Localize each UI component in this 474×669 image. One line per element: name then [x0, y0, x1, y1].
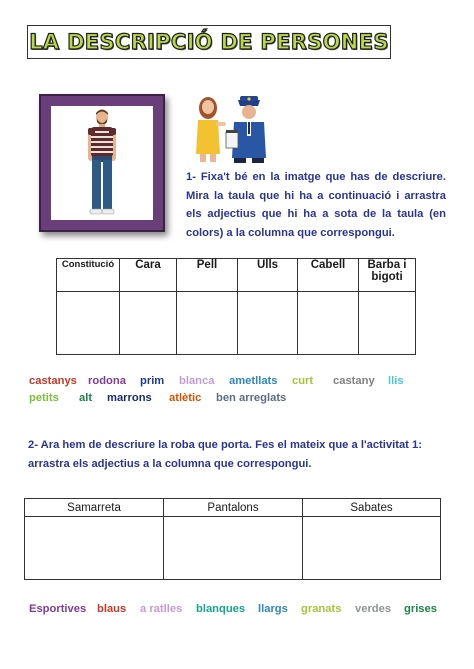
drop-zone-pantalons[interactable]	[164, 517, 303, 580]
word-esportives[interactable]: Esportives	[29, 603, 87, 615]
word-granats[interactable]: granats	[301, 603, 342, 615]
word-blaus[interactable]: blaus	[97, 603, 127, 615]
drop-zone-cara[interactable]	[120, 292, 177, 355]
word-marrons[interactable]: marrons	[107, 392, 152, 404]
header-sabates: Sabates	[303, 499, 441, 517]
picture-frame	[39, 94, 165, 232]
word-blanca[interactable]: blanca	[179, 375, 215, 387]
header-ulls: Ulls	[238, 259, 298, 292]
word-ben-arreglats[interactable]: ben arreglats	[216, 392, 287, 404]
drop-zone-pell[interactable]	[177, 292, 238, 355]
drop-row	[25, 517, 441, 580]
word-curt[interactable]: curt	[292, 375, 314, 387]
word-petits[interactable]: petits	[29, 392, 59, 404]
header-samarreta: Samarreta	[25, 499, 164, 517]
header-pantalons: Pantalons	[164, 499, 303, 517]
word-llis[interactable]: llis	[388, 375, 404, 387]
word-grises[interactable]: grises	[404, 603, 437, 615]
header-pell: Pell	[177, 259, 238, 292]
teacher-and-police-illustration	[186, 92, 272, 164]
drop-zone-sabates[interactable]	[303, 517, 441, 580]
drop-zone-samarreta[interactable]	[25, 517, 164, 580]
title-box	[27, 25, 391, 59]
drop-zone-barba-bigoti[interactable]	[359, 292, 416, 355]
drop-zone-constitucio[interactable]	[57, 292, 120, 355]
word-llargs[interactable]: llargs	[258, 603, 288, 615]
header-constitucio: Constitució	[57, 259, 120, 292]
word-rodona[interactable]: rodona	[88, 375, 126, 387]
word-castany[interactable]: castany	[333, 375, 375, 387]
word-atletic[interactable]: atlètic	[169, 392, 202, 404]
word-castanys[interactable]: castanys	[29, 375, 77, 387]
word-blanques[interactable]: blanques	[196, 603, 246, 615]
drop-zone-ulls[interactable]	[238, 292, 298, 355]
word-alt[interactable]: alt	[79, 392, 93, 404]
body-description-table	[56, 258, 416, 355]
instruction-1: 1- Fixa't bé en la imatge que has de descriure. Mira la taula que hi ha a continuació i arrastra els adjectius que hi ha a sota de la taula (en colors) a la columna que correspongui.	[186, 171, 446, 239]
instruction-2: 2- Ara hem de descriure la roba que porta. Fes el mateix que a l'activitat 1: arrastra els adjectius a la columna que correspongui.	[28, 439, 422, 470]
word-verdes[interactable]: verdes	[355, 603, 392, 615]
clothing-table	[24, 498, 441, 580]
drop-zone-cabell[interactable]	[298, 292, 359, 355]
man-illustration	[51, 106, 153, 220]
word-prim[interactable]: prim	[140, 375, 165, 387]
page-title: LA DESCRIPCIÓ DE PERSONES	[29, 30, 389, 54]
table-header-row	[57, 259, 416, 292]
drop-row	[57, 292, 416, 355]
header-cara: Cara	[120, 259, 177, 292]
word-a-ratlles[interactable]: a ratlles	[140, 603, 183, 615]
header-cabell: Cabell	[298, 259, 359, 292]
table-header-row	[25, 499, 441, 517]
word-ametllats[interactable]: ametllats	[229, 375, 278, 387]
header-barba-bigoti: Barba i bigoti	[359, 259, 416, 292]
